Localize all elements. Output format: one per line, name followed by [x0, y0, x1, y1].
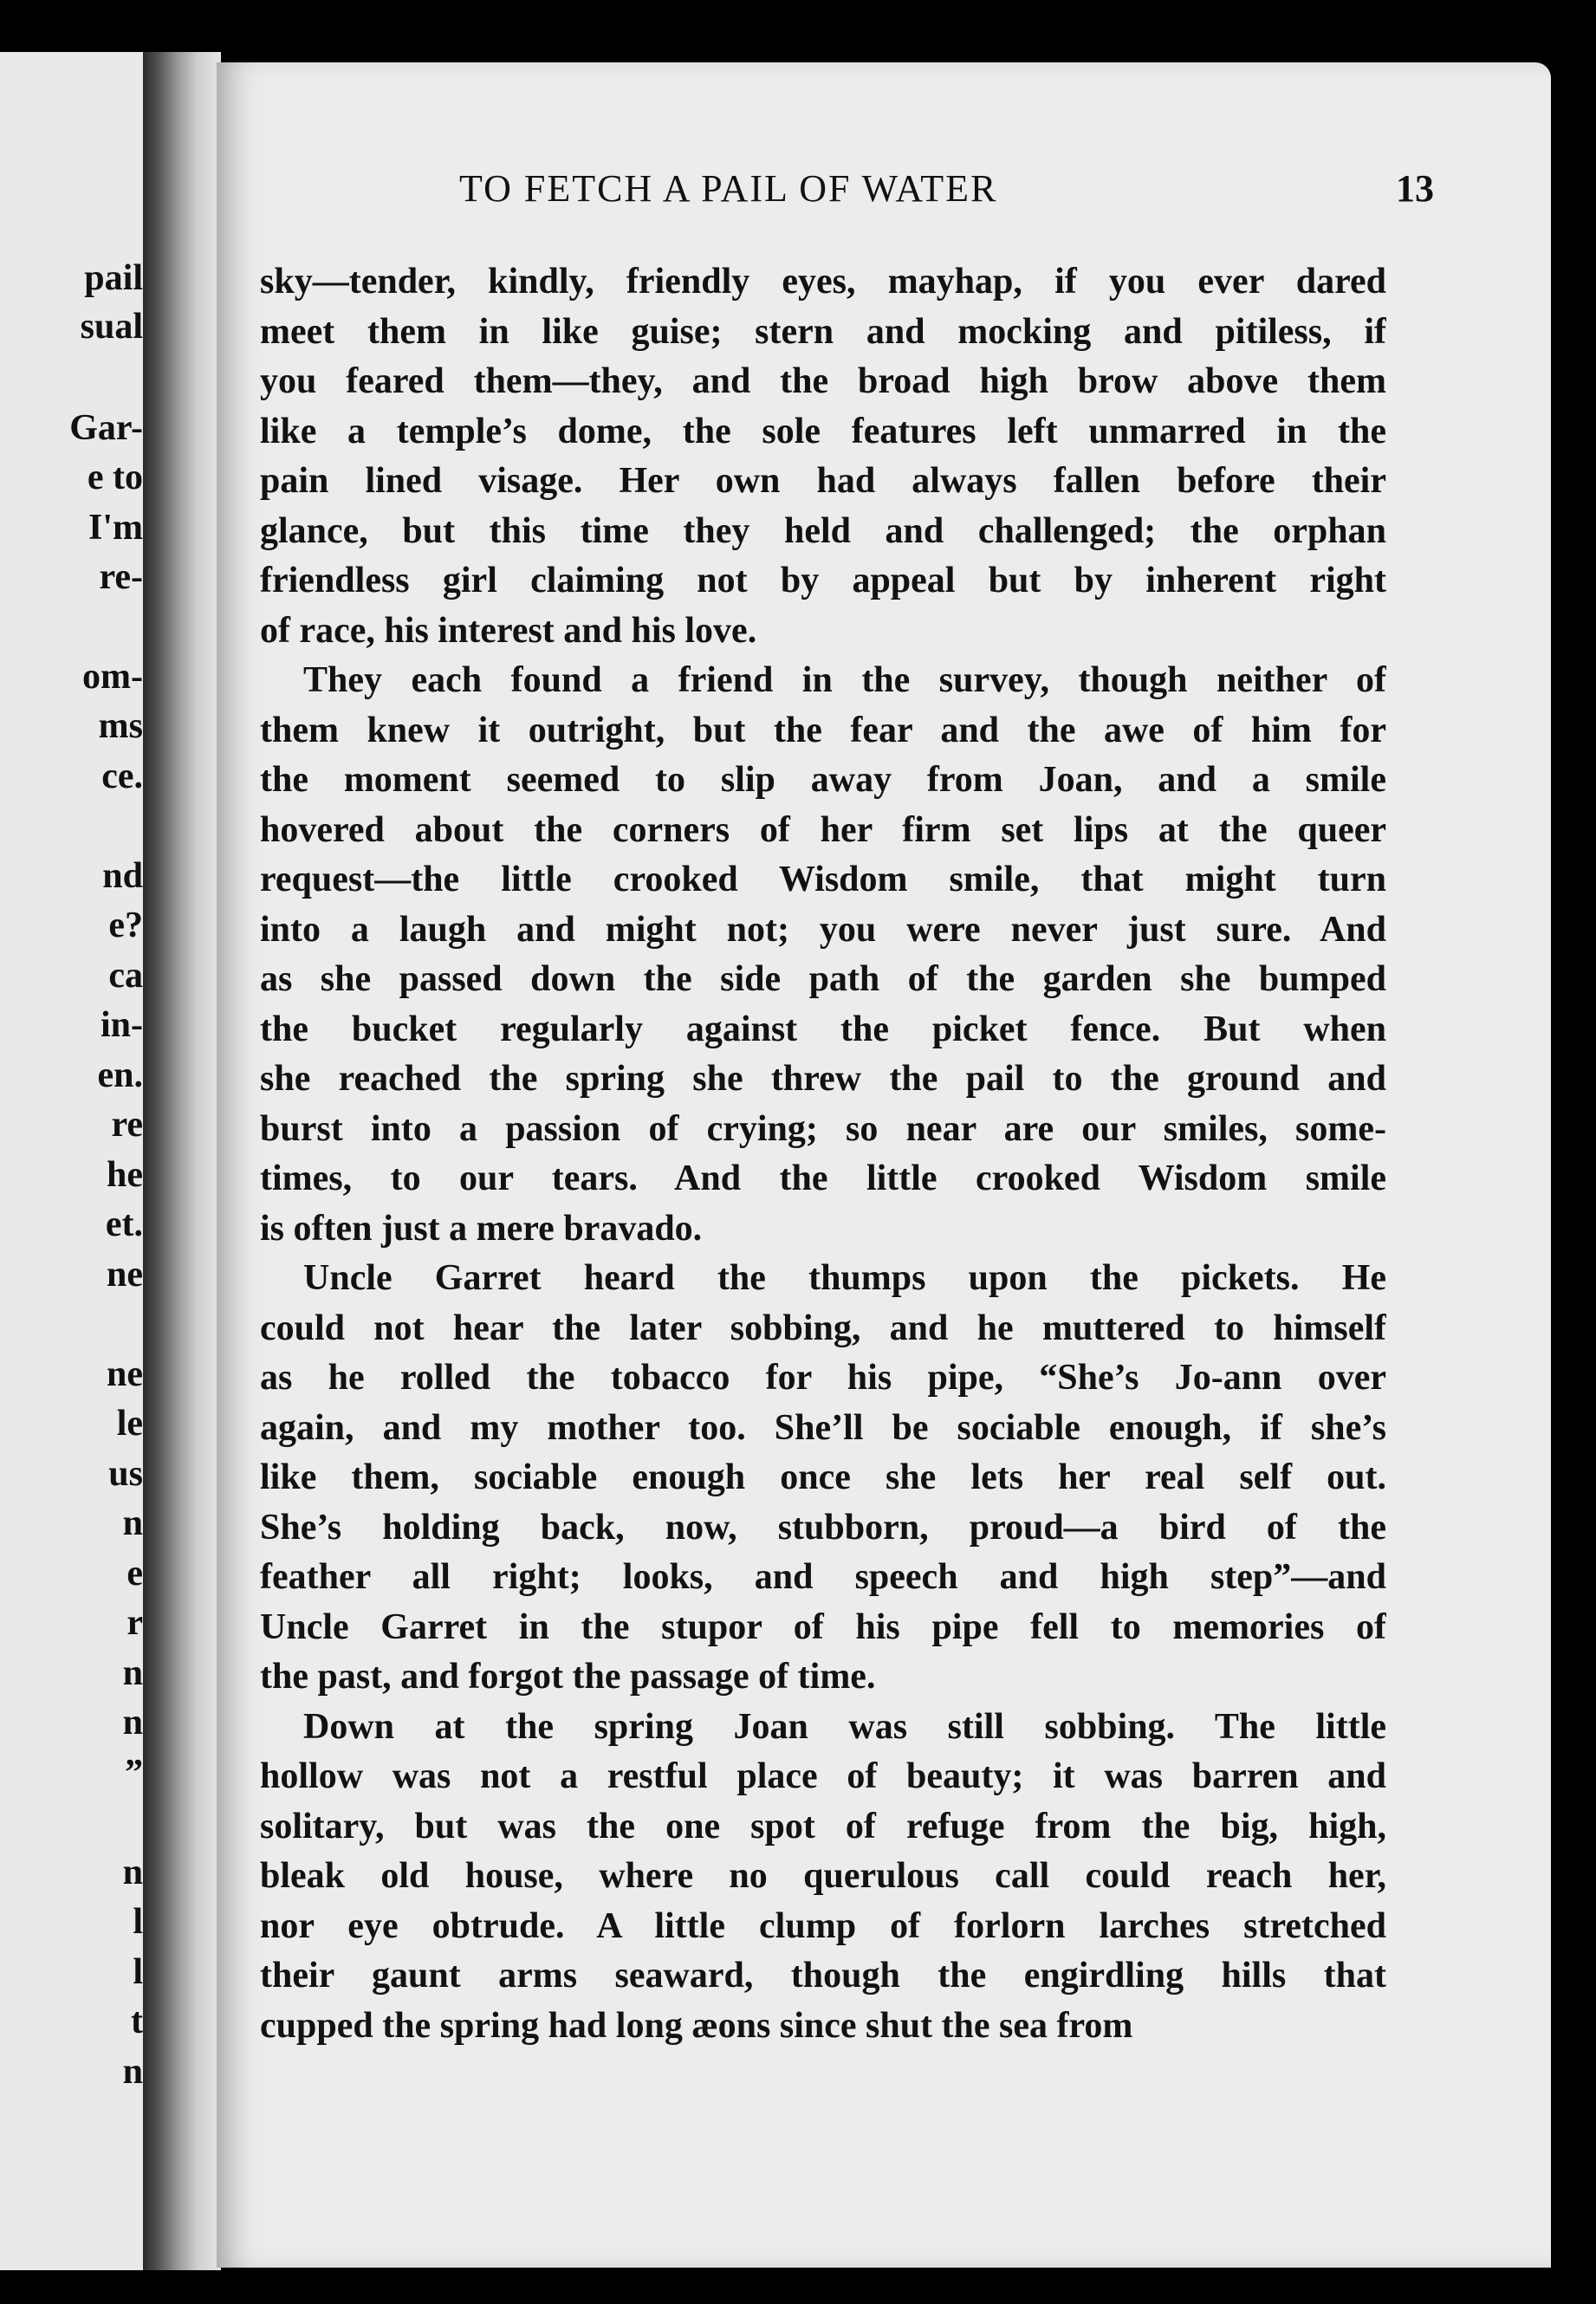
text-line: meet them in like guise; stern and mocking and pitiless, if [260, 311, 1386, 352]
paragraph [260, 1703, 1386, 2052]
facing-page-fragment: om- [82, 657, 143, 697]
facing-page-fragment: e to [87, 458, 143, 497]
facing-page-fragment: he [107, 1155, 143, 1195]
text-line: Uncle Garret in the stupor of his pipe fell to memories of [260, 1606, 1386, 1647]
running-head [217, 166, 1551, 218]
facing-page-fragment: e [127, 1554, 143, 1593]
book-gutter [143, 52, 221, 2270]
facing-page-fragment: r [127, 1603, 143, 1643]
text-line: bleak old house, where no querulous call could reach her, [260, 1856, 1386, 1896]
text-line: pain lined visage. Her own had always fallen before their [260, 461, 1386, 501]
text-line: could not hear the later sobbing, and he muttered to himself [260, 1308, 1386, 1348]
text-line: times, to our tears. And the little crooked Wisdom smile [260, 1158, 1386, 1198]
text-line: hollow was not a restful place of beauty; it was barren and [260, 1756, 1386, 1796]
facing-page-fragment: e? [108, 905, 143, 945]
text-line: hovered about the corners of her firm set lips at the queer [260, 809, 1386, 850]
facing-page-fragment: ce. [101, 756, 143, 796]
facing-page-fragment: pail [84, 258, 143, 298]
text-line: the moment seemed to slip away from Joan, and a smile [260, 760, 1386, 800]
facing-page-fragment: re [111, 1105, 143, 1145]
text-line: friendless girl claiming not by appeal but by inherent right [260, 561, 1386, 600]
facing-page-fragment: en. [97, 1055, 143, 1095]
text-line: request—the little crooked Wisdom smile, that might turn [260, 860, 1386, 899]
paragraph [260, 1254, 1386, 1703]
text-line: glance, but this time they held and challenged; the orphan [260, 510, 1386, 551]
text-line: the past, and forgot the passage of time. [260, 1657, 876, 1697]
body-text [260, 257, 1386, 2051]
facing-page-fragment: I'm [88, 508, 143, 548]
book-page [217, 62, 1551, 2268]
facing-page-fragment: le [116, 1404, 143, 1444]
text-line: cupped the spring had long æons since shut the sea from [260, 2005, 1133, 2046]
facing-page-fragment: in- [100, 1005, 143, 1045]
text-line: sky—tender, kindly, friendly eyes, mayhap, if you ever dared [260, 262, 1386, 302]
text-line: She’s holding back, now, stubborn, proud—a bird of the [260, 1507, 1386, 1548]
paragraph [260, 257, 1386, 656]
text-line: nor eye obtrude. A little clump of forlorn larches stretched [260, 1905, 1386, 1946]
facing-page-fragment: ne [107, 1255, 143, 1295]
facing-page-fragment: et. [105, 1204, 143, 1244]
text-line: Down at the spring Joan was still sobbing. The little [303, 1706, 1386, 1747]
text-line: like a temple’s dome, the sole features left unmarred in the [260, 411, 1386, 451]
text-line: like them, sociable enough once she lets her real self out. [260, 1457, 1386, 1497]
text-line: as she passed down the side path of the garden she bumped [260, 959, 1386, 999]
facing-page-fragment: us [108, 1454, 143, 1494]
facing-page-fragment: n [122, 1653, 143, 1693]
facing-page-fragment: ne [107, 1354, 143, 1394]
facing-page-fragment: ca [108, 956, 143, 996]
facing-page-fragment: n [122, 1503, 143, 1543]
text-line: their gaunt arms seaward, though the engirdling hills that [260, 1956, 1386, 1996]
text-line: They each found a friend in the survey, though neither of [303, 660, 1386, 700]
text-line: Uncle Garret heard the thumps upon the pickets. He [303, 1258, 1386, 1298]
text-line: of race, his interest and his love. [260, 610, 757, 651]
facing-page-fragment: l [133, 1902, 143, 1942]
text-line: you feared them—they, and the broad high brow above them [260, 361, 1386, 401]
text-line: into a laugh and might not; you were never just sure. And [260, 909, 1386, 950]
facing-page-fragment: ms [98, 706, 143, 746]
text-line: them knew it outright, but the fear and the awe of him for [260, 710, 1386, 750]
text-line: again, and my mother too. She’ll be sociable enough, if she’s [260, 1407, 1386, 1448]
facing-page-fragment: l [133, 1952, 143, 1992]
facing-page-fragment: re- [99, 557, 143, 597]
facing-page-fragment: n [122, 1853, 143, 1892]
facing-page-fragment: n [122, 1703, 143, 1743]
text-line: she reached the spring she threw the pail to the ground and [260, 1059, 1386, 1099]
facing-page-fragment: ” [125, 1753, 143, 1793]
text-line: as he rolled the tobacco for his pipe, “She’s Jo-ann over [260, 1358, 1386, 1398]
text-line: burst into a passion of crying; so near are our smiles, some- [260, 1108, 1386, 1149]
facing-page-fragment: sual [80, 307, 143, 347]
text-line: feather all right; looks, and speech and high step”—and [260, 1557, 1386, 1597]
page-number: 13 [1396, 167, 1434, 210]
facing-page-fragment: nd [102, 856, 143, 896]
facing-page-fragment: t [131, 2002, 143, 2041]
facing-page-fragment: n [122, 2052, 143, 2092]
text-line: is often just a mere bravado. [260, 1208, 703, 1249]
facing-page-fragment: Gar- [69, 408, 143, 448]
paragraph [260, 656, 1386, 1254]
text-line: the bucket regularly against the picket fence. But when [260, 1009, 1386, 1049]
running-title: TO FETCH A PAIL OF WATER [459, 167, 998, 210]
facing-page [0, 52, 143, 2270]
text-line: solitary, but was the one spot of refuge from the big, high, [260, 1806, 1386, 1846]
